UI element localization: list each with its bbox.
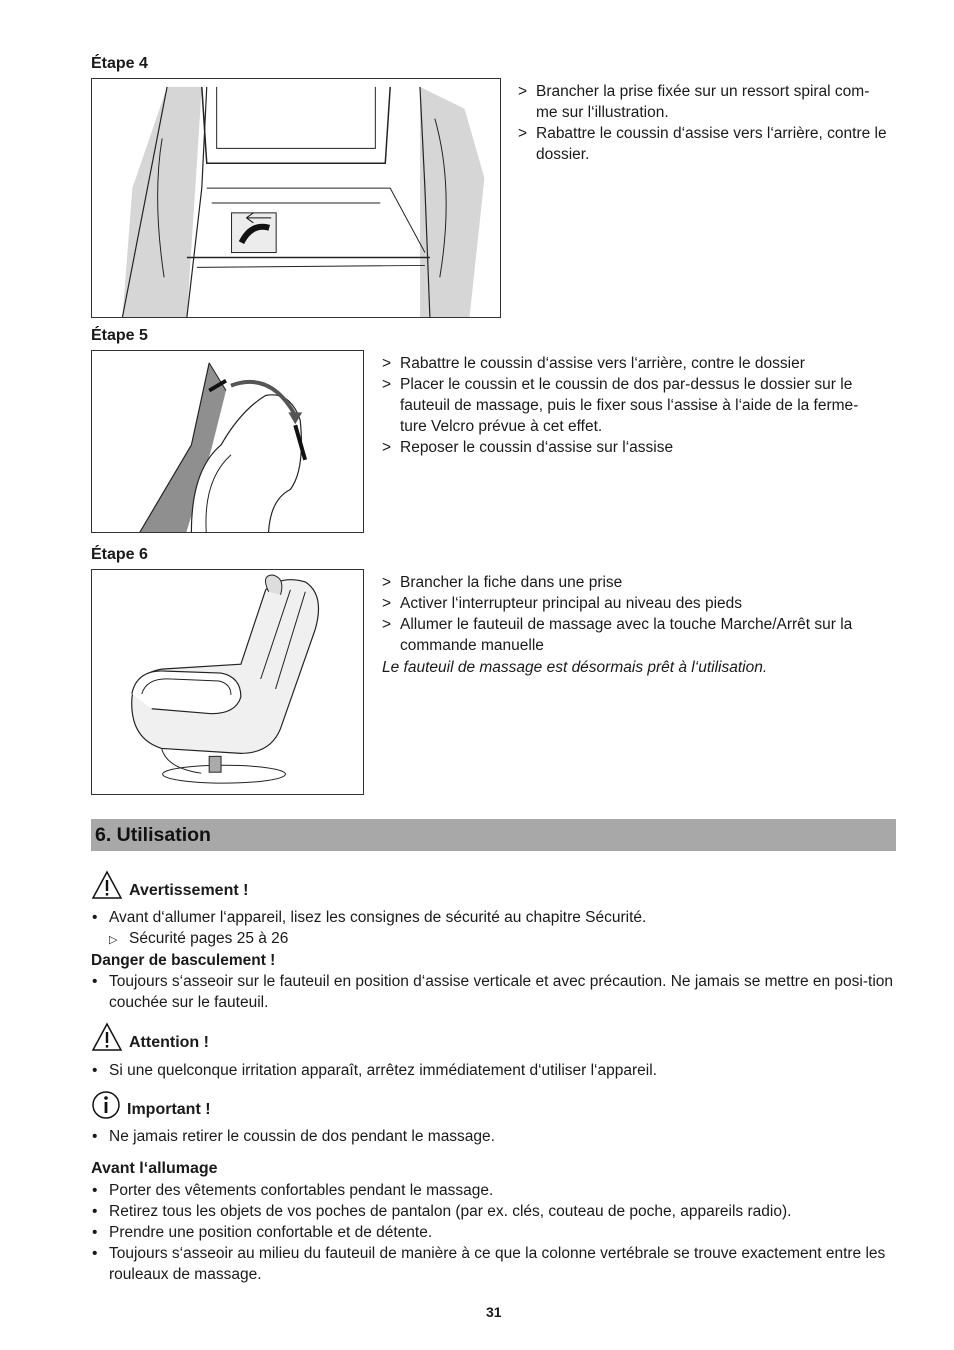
safety-reference (91, 928, 288, 951)
warning-triangle-icon (91, 870, 123, 900)
step-5-item: > Rabattre le coussin d‘assise vers l‘arrière, contre le dossier (382, 353, 882, 374)
ready-note: Le fauteuil de massage est désormais prêt à l‘utilisation. (382, 659, 768, 676)
step-5-title: Étape 5 (91, 327, 148, 344)
warning-triangle-icon (91, 1022, 123, 1052)
cushion-fold-illustration (92, 351, 363, 532)
important-bullet: • Ne jamais retirer le coussin de dos pendant le massage. (91, 1126, 896, 1147)
important-title: Important ! (127, 1101, 211, 1118)
step-6-item: > Activer l‘interrupteur principal au niveau des pieds (382, 593, 882, 614)
before-use-list (91, 1180, 896, 1285)
warning-title: Avertissement ! (129, 882, 249, 899)
chair-underside-illustration (92, 79, 500, 317)
safety-reference-text: Sécurité pages 25 à 26 (129, 930, 289, 947)
before-use-title: Avant l‘allumage (91, 1160, 218, 1177)
attention-heading (91, 1022, 209, 1052)
warning-heading (91, 870, 248, 900)
step-4-item: > Rabattre le coussin d‘assise vers l‘arrière, contre le dossier. (518, 123, 888, 165)
before-use-item: • Toujours s‘asseoir au milieu du fauteuil de manière à ce que la colonne vertébrale se trouve exactement entre les rouleaux de massage. (91, 1243, 896, 1285)
warning-bullet: • Avant d‘allumer l‘appareil, lisez les consignes de sécurité au chapitre Sécurité. (91, 907, 896, 928)
warning-list (91, 907, 896, 928)
massage-chair-illustration (92, 570, 363, 794)
attention-list (91, 1060, 896, 1081)
before-use-item: • Retirez tous les objets de vos poches de pantalon (par ex. clés, couteau de poche, appareils radio). (91, 1201, 896, 1222)
before-use-item: • Prendre une position confortable et de détente. (91, 1222, 896, 1243)
attention-title: Attention ! (129, 1034, 209, 1051)
important-heading (91, 1090, 211, 1120)
step-6-title: Étape 6 (91, 546, 148, 563)
step-5-item: > Reposer le coussin d‘assise sur l‘assise (382, 437, 882, 458)
before-use-item: • Porter des vêtements confortables pendant le massage. (91, 1180, 896, 1201)
step-6-item: > Allumer le fauteuil de massage avec la touche Marche/Arrêt sur la commande manuelle (382, 614, 882, 656)
important-list (91, 1126, 896, 1147)
step-6-item: > Brancher la fiche dans une prise (382, 572, 882, 593)
step-4-item: > Brancher la prise fixée sur un ressort spiral com-me sur l‘illustration. (518, 81, 888, 123)
step-5-item: > Placer le coussin et le coussin de dos par-dessus le dossier sur le fauteuil de massage, puis le fixer sous l‘assise à l‘aide de la ferme-ture Velcro prévue à cet effet. (382, 374, 882, 437)
attention-bullet: • Si une quelconque irritation apparaît, arrêtez immédiatement d‘utiliser l‘appareil. (91, 1060, 896, 1081)
step-4-instructions (518, 81, 888, 165)
section-heading-bar (91, 819, 896, 851)
danger-bullet: • Toujours s‘asseoir sur le fauteuil en position d‘assise verticale et avec précaution. Ne jamais se mettre en posi-tion couchée sur le fauteuil. (91, 971, 896, 1013)
danger-title: Danger de basculement ! (91, 952, 276, 969)
step-4-title: Étape 4 (91, 55, 148, 72)
step-5-instructions (382, 353, 882, 458)
danger-list (91, 971, 896, 1013)
page-number: 31 (486, 1304, 502, 1320)
info-icon (91, 1090, 121, 1120)
section-title: 6. Utilisation (95, 824, 211, 846)
step-6-illustration (91, 569, 364, 795)
step-6-instructions (382, 572, 882, 656)
step-4-illustration (91, 78, 501, 318)
step-5-illustration (91, 350, 364, 533)
triangle-pointer-icon: ▷ (109, 934, 118, 946)
